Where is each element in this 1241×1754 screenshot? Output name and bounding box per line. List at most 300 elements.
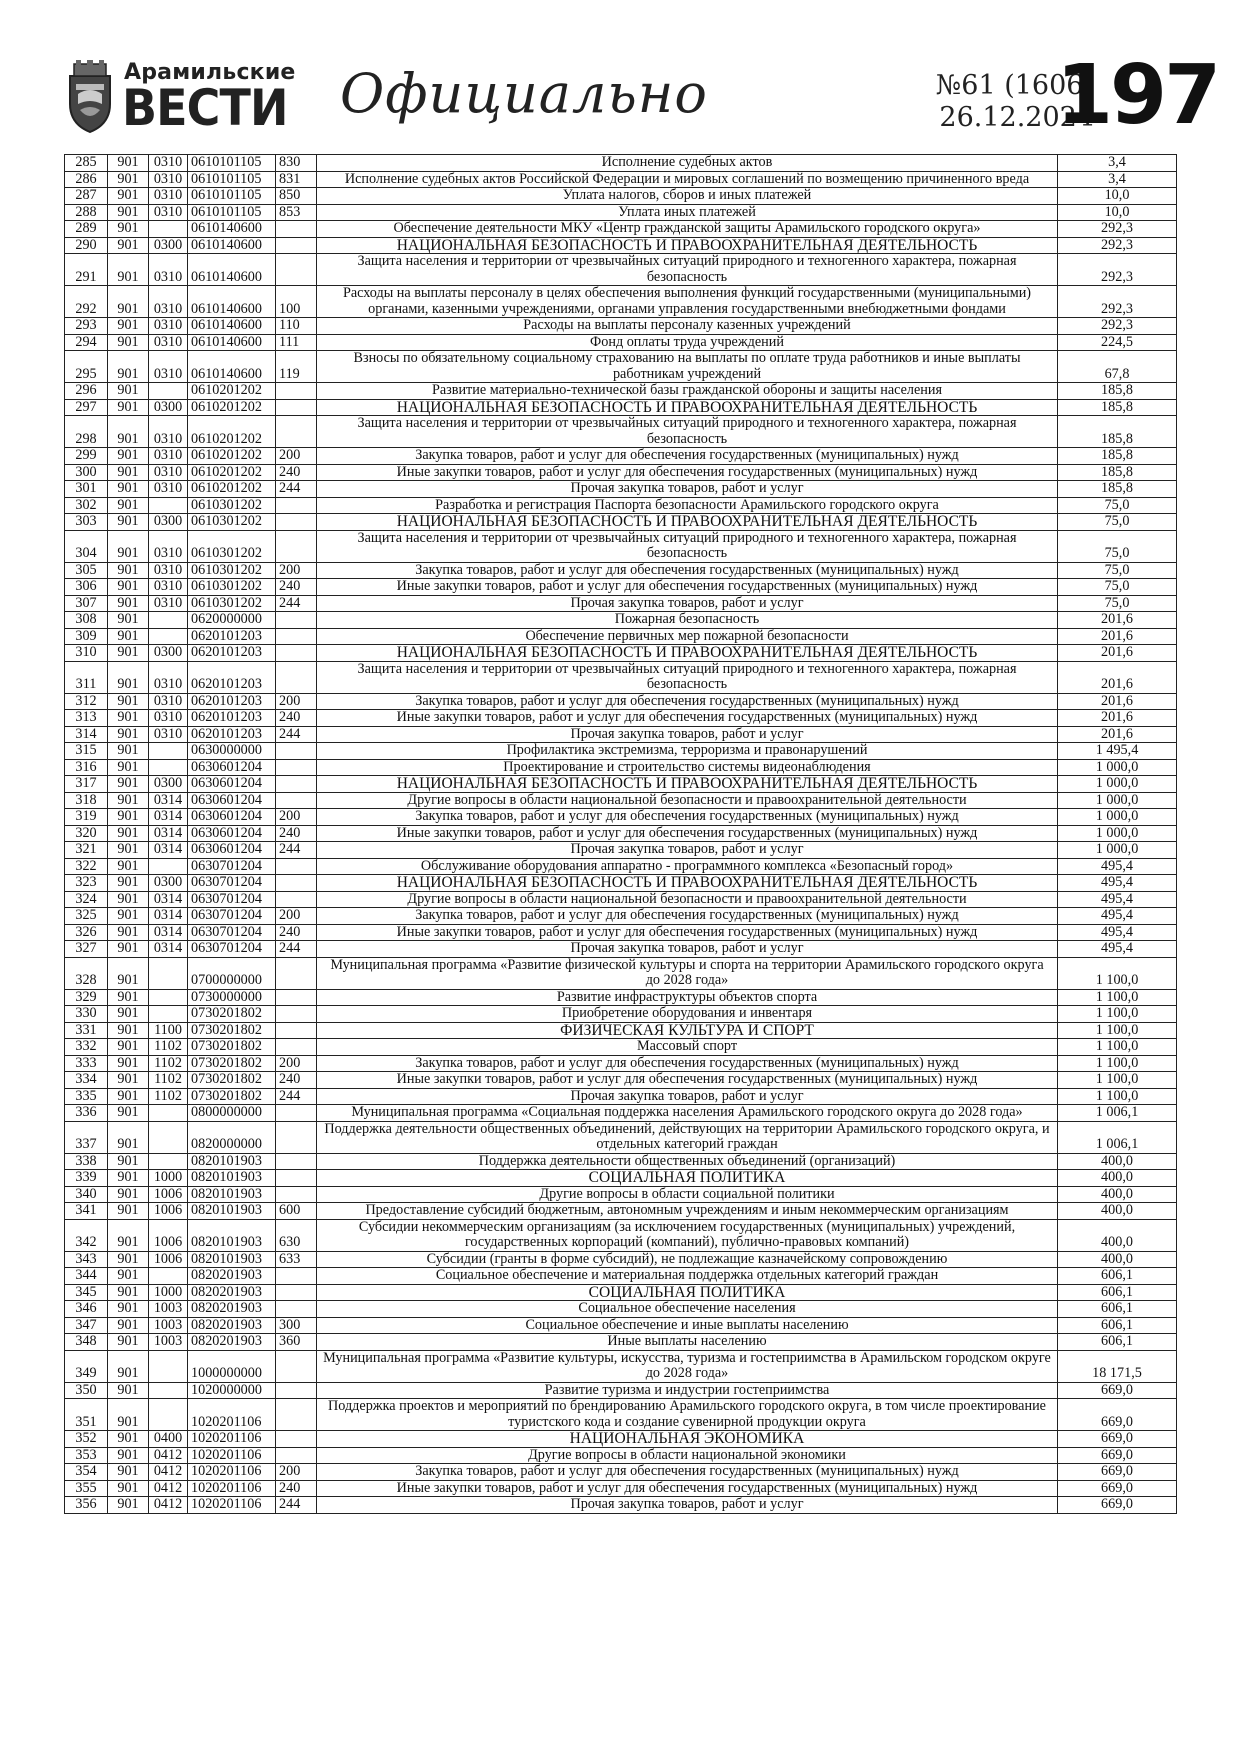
section-code: 0310: [149, 481, 188, 498]
expense-type: 200: [276, 693, 317, 710]
line-item-name: Другие вопросы в области социальной политики: [317, 1186, 1058, 1203]
table-row: [65, 1317, 1177, 1334]
ministry-code: 901: [108, 924, 149, 941]
amount: 1 006,1: [1058, 1105, 1177, 1122]
section-code: 0300: [149, 875, 188, 892]
row-number: 294: [65, 334, 108, 351]
section-code: 0310: [149, 464, 188, 481]
table-row: [65, 941, 1177, 958]
ministry-code: 901: [108, 842, 149, 859]
section-code: [149, 1121, 188, 1153]
section-code: [149, 497, 188, 514]
amount: 400,0: [1058, 1219, 1177, 1251]
amount: 669,0: [1058, 1447, 1177, 1464]
expense-type: 240: [276, 1480, 317, 1497]
section-code: 1006: [149, 1251, 188, 1268]
line-item-name: Разработка и регистрация Паспорта безопасности Арамильского городского округа: [317, 497, 1058, 514]
table-row: [65, 514, 1177, 531]
row-number: 299: [65, 448, 108, 465]
table-row: [65, 809, 1177, 826]
ministry-code: 901: [108, 595, 149, 612]
row-number: 329: [65, 989, 108, 1006]
table-row: [65, 891, 1177, 908]
expense-type: 600: [276, 1203, 317, 1220]
line-item-name: Закупка товаров, работ и услуг для обеспечения государственных (муниципальных) нужд: [317, 562, 1058, 579]
table-row: [65, 759, 1177, 776]
amount: 400,0: [1058, 1153, 1177, 1170]
issue-number: №61 (1606): [935, 70, 1094, 101]
line-item-name: Предоставление субсидий бюджетным, автономным учреждениям и иным некоммерческим организациям: [317, 1203, 1058, 1220]
target-code: 0820000000: [188, 1121, 276, 1153]
amount: 10,0: [1058, 204, 1177, 221]
section-code: [149, 1350, 188, 1382]
page-number: 197: [1056, 48, 1219, 143]
target-code: 0620101203: [188, 628, 276, 645]
amount: 292,3: [1058, 254, 1177, 286]
row-number: 292: [65, 286, 108, 318]
expense-type: 240: [276, 710, 317, 727]
row-number: 339: [65, 1170, 108, 1187]
expense-type: [276, 530, 317, 562]
table-row: [65, 792, 1177, 809]
expense-type: [276, 514, 317, 531]
row-number: 317: [65, 776, 108, 793]
amount: 495,4: [1058, 941, 1177, 958]
line-item-name: Фонд оплаты труда учреждений: [317, 334, 1058, 351]
expense-type: [276, 1350, 317, 1382]
line-item-name: Закупка товаров, работ и услуг для обеспечения государственных (муниципальных) нужд: [317, 908, 1058, 925]
amount: 400,0: [1058, 1186, 1177, 1203]
amount: 1 000,0: [1058, 825, 1177, 842]
section-code: 0310: [149, 448, 188, 465]
table-row: [65, 497, 1177, 514]
amount: 1 100,0: [1058, 1006, 1177, 1023]
section-code: 1003: [149, 1301, 188, 1318]
section-code: 0412: [149, 1497, 188, 1514]
table-row: [65, 1251, 1177, 1268]
amount: 606,1: [1058, 1268, 1177, 1285]
expense-type: [276, 792, 317, 809]
ministry-code: 901: [108, 1382, 149, 1399]
target-code: 0610140600: [188, 351, 276, 383]
table-row: [65, 661, 1177, 693]
amount: 1 100,0: [1058, 1022, 1177, 1039]
ministry-code: 901: [108, 1105, 149, 1122]
target-code: 0730201802: [188, 1039, 276, 1056]
amount: 606,1: [1058, 1284, 1177, 1301]
row-number: 285: [65, 155, 108, 172]
section-code: 1006: [149, 1186, 188, 1203]
ministry-code: 901: [108, 693, 149, 710]
section-code: 0300: [149, 645, 188, 662]
target-code: 0610140600: [188, 286, 276, 318]
expense-type: [276, 1006, 317, 1023]
expense-type: [276, 661, 317, 693]
table-row: [65, 530, 1177, 562]
table-row: [65, 825, 1177, 842]
row-number: 353: [65, 1447, 108, 1464]
table-row: [65, 481, 1177, 498]
expense-type: 830: [276, 155, 317, 172]
amount: 185,8: [1058, 448, 1177, 465]
row-number: 324: [65, 891, 108, 908]
line-item-name: Развитие туризма и индустрии гостеприимства: [317, 1382, 1058, 1399]
ministry-code: 901: [108, 497, 149, 514]
amount: 400,0: [1058, 1251, 1177, 1268]
amount: 669,0: [1058, 1464, 1177, 1481]
target-code: 0630000000: [188, 743, 276, 760]
table-row: [65, 908, 1177, 925]
line-item-name: Поддержка деятельности общественных объединений, действующих на территории Арамильского городского округа, и отдельных категорий граждан: [317, 1121, 1058, 1153]
expense-type: [276, 891, 317, 908]
ministry-code: 901: [108, 1153, 149, 1170]
row-number: 325: [65, 908, 108, 925]
row-number: 323: [65, 875, 108, 892]
section-code: 0314: [149, 809, 188, 826]
row-number: 316: [65, 759, 108, 776]
row-number: 327: [65, 941, 108, 958]
table-row: [65, 562, 1177, 579]
line-item-name: Профилактика экстремизма, терроризма и правонарушений: [317, 743, 1058, 760]
target-code: 1020201106: [188, 1431, 276, 1448]
section-code: 0412: [149, 1480, 188, 1497]
amount: 75,0: [1058, 562, 1177, 579]
row-number: 326: [65, 924, 108, 941]
amount: 75,0: [1058, 579, 1177, 596]
section-code: 1100: [149, 1022, 188, 1039]
section-code: 0310: [149, 204, 188, 221]
budget-table: [64, 154, 1177, 1514]
amount: 292,3: [1058, 237, 1177, 254]
row-number: 352: [65, 1431, 108, 1448]
target-code: 0700000000: [188, 957, 276, 989]
section-code: [149, 383, 188, 400]
expense-type: [276, 1301, 317, 1318]
line-item-name: Другие вопросы в области национальной безопасности и правоохранительной деятельности: [317, 891, 1058, 908]
row-number: 334: [65, 1072, 108, 1089]
amount: 1 000,0: [1058, 759, 1177, 776]
ministry-code: 901: [108, 1219, 149, 1251]
target-code: 0610201202: [188, 448, 276, 465]
row-number: 298: [65, 416, 108, 448]
target-code: 0630701204: [188, 924, 276, 941]
row-number: 355: [65, 1480, 108, 1497]
table-row: [65, 416, 1177, 448]
ministry-code: 901: [108, 858, 149, 875]
amount: 201,6: [1058, 661, 1177, 693]
table-row: [65, 254, 1177, 286]
expense-type: [276, 399, 317, 416]
target-code: 0820201903: [188, 1284, 276, 1301]
target-code: 0610201202: [188, 416, 276, 448]
target-code: 0620101203: [188, 661, 276, 693]
line-item-name: Прочая закупка товаров, работ и услуг: [317, 726, 1058, 743]
expense-type: 244: [276, 1088, 317, 1105]
expense-type: [276, 989, 317, 1006]
expense-type: 200: [276, 562, 317, 579]
expense-type: [276, 497, 317, 514]
line-item-name: Исполнение судебных актов Российской Федерации и мировых соглашений по возмещению причиненного вреда: [317, 171, 1058, 188]
amount: 67,8: [1058, 351, 1177, 383]
ministry-code: 901: [108, 1088, 149, 1105]
table-row: [65, 1203, 1177, 1220]
line-item-name: Социальное обеспечение и иные выплаты населению: [317, 1317, 1058, 1334]
ministry-code: 901: [108, 628, 149, 645]
ministry-code: 901: [108, 1301, 149, 1318]
row-number: 301: [65, 481, 108, 498]
section-code: [149, 1382, 188, 1399]
amount: 1 100,0: [1058, 1055, 1177, 1072]
section-code: 0310: [149, 579, 188, 596]
section-code: 0310: [149, 661, 188, 693]
target-code: 0620101203: [188, 710, 276, 727]
masthead: [64, 48, 1219, 148]
expense-type: 200: [276, 448, 317, 465]
amount: 185,8: [1058, 481, 1177, 498]
amount: 669,0: [1058, 1399, 1177, 1431]
amount: 400,0: [1058, 1170, 1177, 1187]
table-row: [65, 612, 1177, 629]
row-number: 338: [65, 1153, 108, 1170]
section-code: [149, 759, 188, 776]
row-number: 313: [65, 710, 108, 727]
expense-type: [276, 759, 317, 776]
newspaper-logo: [64, 56, 294, 136]
section-code: [149, 989, 188, 1006]
target-code: 0610201202: [188, 481, 276, 498]
table-row: [65, 1153, 1177, 1170]
amount: 292,3: [1058, 286, 1177, 318]
amount: 75,0: [1058, 530, 1177, 562]
section-code: 0412: [149, 1447, 188, 1464]
line-item-name: Закупка товаров, работ и услуг для обеспечения государственных (муниципальных) нужд: [317, 448, 1058, 465]
line-item-name: Закупка товаров, работ и услуг для обеспечения государственных (муниципальных) нужд: [317, 809, 1058, 826]
expense-type: [276, 858, 317, 875]
ministry-code: 901: [108, 825, 149, 842]
ministry-code: 901: [108, 1121, 149, 1153]
ministry-code: 901: [108, 155, 149, 172]
line-item-name: НАЦИОНАЛЬНАЯ БЕЗОПАСНОСТЬ И ПРАВООХРАНИТЕЛЬНАЯ ДЕЯТЕЛЬНОСТЬ: [317, 645, 1058, 662]
section-code: 0310: [149, 155, 188, 172]
amount: 495,4: [1058, 875, 1177, 892]
target-code: 0610201202: [188, 383, 276, 400]
expense-type: 831: [276, 171, 317, 188]
row-number: 302: [65, 497, 108, 514]
target-code: 0630701204: [188, 908, 276, 925]
table-row: [65, 710, 1177, 727]
line-item-name: Социальное обеспечение населения: [317, 1301, 1058, 1318]
ministry-code: 901: [108, 710, 149, 727]
table-row: [65, 1186, 1177, 1203]
section-code: 0310: [149, 726, 188, 743]
table-row: [65, 645, 1177, 662]
expense-type: [276, 1431, 317, 1448]
target-code: 1020201106: [188, 1480, 276, 1497]
ministry-code: 901: [108, 334, 149, 351]
table-row: [65, 1382, 1177, 1399]
ministry-code: 901: [108, 1464, 149, 1481]
target-code: 0820201903: [188, 1334, 276, 1351]
expense-type: 244: [276, 1497, 317, 1514]
row-number: 341: [65, 1203, 108, 1220]
table-row: [65, 1055, 1177, 1072]
row-number: 287: [65, 188, 108, 205]
amount: 669,0: [1058, 1480, 1177, 1497]
row-number: 303: [65, 514, 108, 531]
ministry-code: 901: [108, 1203, 149, 1220]
row-number: 343: [65, 1251, 108, 1268]
row-number: 335: [65, 1088, 108, 1105]
table-row: [65, 595, 1177, 612]
line-item-name: Иные закупки товаров, работ и услуг для обеспечения государственных (муниципальных) нужд: [317, 579, 1058, 596]
line-item-name: Закупка товаров, работ и услуг для обеспечения государственных (муниципальных) нужд: [317, 693, 1058, 710]
target-code: 0820201903: [188, 1268, 276, 1285]
table-row: [65, 1006, 1177, 1023]
expense-type: [276, 628, 317, 645]
target-code: 0630701204: [188, 891, 276, 908]
ministry-code: 901: [108, 1039, 149, 1056]
line-item-name: Прочая закупка товаров, работ и услуг: [317, 595, 1058, 612]
line-item-name: Муниципальная программа «Социальная поддержка населения Арамильского городского округа до 2028 года»: [317, 1105, 1058, 1122]
expense-type: [276, 1121, 317, 1153]
row-number: 342: [65, 1219, 108, 1251]
section-code: 0314: [149, 842, 188, 859]
target-code: 0730201802: [188, 1006, 276, 1023]
section-title: Официально: [340, 62, 708, 125]
expense-type: [276, 1105, 317, 1122]
target-code: 1020201106: [188, 1464, 276, 1481]
table-row: [65, 957, 1177, 989]
target-code: 0630601204: [188, 809, 276, 826]
section-code: 1000: [149, 1170, 188, 1187]
line-item-name: Субсидии некоммерческим организациям (за исключением государственных (муниципальных) учреждений, государственных корпораций (компаний), публично-правовых компаний): [317, 1219, 1058, 1251]
line-item-name: Муниципальная программа «Развитие физической культуры и спорта на территории Арамильского городского округа до 2028 года»: [317, 957, 1058, 989]
ministry-code: 901: [108, 645, 149, 662]
section-code: 1006: [149, 1203, 188, 1220]
section-code: 0310: [149, 416, 188, 448]
section-code: 0310: [149, 710, 188, 727]
section-code: 0314: [149, 891, 188, 908]
amount: 495,4: [1058, 924, 1177, 941]
section-code: 0300: [149, 399, 188, 416]
row-number: 295: [65, 351, 108, 383]
ministry-code: 901: [108, 759, 149, 776]
line-item-name: Другие вопросы в области национальной экономики: [317, 1447, 1058, 1464]
section-code: [149, 628, 188, 645]
section-code: 0412: [149, 1464, 188, 1481]
section-code: [149, 221, 188, 238]
table-row: [65, 171, 1177, 188]
target-code: 0610201202: [188, 399, 276, 416]
target-code: 0630701204: [188, 858, 276, 875]
target-code: 0610140600: [188, 221, 276, 238]
line-item-name: Поддержка проектов и мероприятий по брендированию Арамильского городского округа, в том числе проектирование туристского кода и создание сувенирной продукции округа: [317, 1399, 1058, 1431]
row-number: 330: [65, 1006, 108, 1023]
ministry-code: 901: [108, 908, 149, 925]
target-code: 0620000000: [188, 612, 276, 629]
row-number: 296: [65, 383, 108, 400]
amount: 1 495,4: [1058, 743, 1177, 760]
line-item-name: Другие вопросы в области национальной безопасности и правоохранительной деятельности: [317, 792, 1058, 809]
expense-type: [276, 237, 317, 254]
row-number: 319: [65, 809, 108, 826]
section-code: 0310: [149, 562, 188, 579]
expense-type: 240: [276, 1072, 317, 1089]
amount: 185,8: [1058, 416, 1177, 448]
table-row: [65, 1088, 1177, 1105]
row-number: 306: [65, 579, 108, 596]
amount: 495,4: [1058, 908, 1177, 925]
expense-type: 633: [276, 1251, 317, 1268]
expense-type: [276, 957, 317, 989]
expense-type: [276, 1186, 317, 1203]
row-number: 344: [65, 1268, 108, 1285]
table-row: [65, 1350, 1177, 1382]
expense-type: [276, 1170, 317, 1187]
ministry-code: 901: [108, 237, 149, 254]
ministry-code: 901: [108, 809, 149, 826]
ministry-code: 901: [108, 875, 149, 892]
row-number: 315: [65, 743, 108, 760]
target-code: 0820101903: [188, 1251, 276, 1268]
section-code: [149, 858, 188, 875]
table-row: [65, 1431, 1177, 1448]
table-row: [65, 989, 1177, 1006]
target-code: 0730201802: [188, 1022, 276, 1039]
target-code: 0630601204: [188, 759, 276, 776]
table-row: [65, 1039, 1177, 1056]
line-item-name: Обеспечение деятельности МКУ «Центр гражданской защиты Арамильского городского округа»: [317, 221, 1058, 238]
expense-type: 244: [276, 481, 317, 498]
target-code: 0820201903: [188, 1317, 276, 1334]
target-code: 1020201106: [188, 1447, 276, 1464]
table-row: [65, 286, 1177, 318]
amount: 201,6: [1058, 710, 1177, 727]
line-item-name: НАЦИОНАЛЬНАЯ БЕЗОПАСНОСТЬ И ПРАВООХРАНИТЕЛЬНАЯ ДЕЯТЕЛЬНОСТЬ: [317, 776, 1058, 793]
target-code: 1020201106: [188, 1399, 276, 1431]
line-item-name: Иные закупки товаров, работ и услуг для обеспечения государственных (муниципальных) нужд: [317, 924, 1058, 941]
row-number: 337: [65, 1121, 108, 1153]
ministry-code: 901: [108, 891, 149, 908]
table-row: [65, 1301, 1177, 1318]
ministry-code: 901: [108, 562, 149, 579]
table-row: [65, 1497, 1177, 1514]
row-number: 356: [65, 1497, 108, 1514]
section-code: 0310: [149, 530, 188, 562]
ministry-code: 901: [108, 416, 149, 448]
target-code: 0800000000: [188, 1105, 276, 1122]
section-code: 0310: [149, 334, 188, 351]
amount: 1 006,1: [1058, 1121, 1177, 1153]
ministry-code: 901: [108, 941, 149, 958]
section-code: 0300: [149, 237, 188, 254]
row-number: 350: [65, 1382, 108, 1399]
ministry-code: 901: [108, 989, 149, 1006]
ministry-code: 901: [108, 1251, 149, 1268]
section-code: 0314: [149, 908, 188, 925]
target-code: 0820101903: [188, 1219, 276, 1251]
amount: 606,1: [1058, 1301, 1177, 1318]
ministry-code: 901: [108, 1268, 149, 1285]
row-number: 288: [65, 204, 108, 221]
section-code: 0314: [149, 792, 188, 809]
target-code: 0610140600: [188, 334, 276, 351]
ministry-code: 901: [108, 318, 149, 335]
table-row: [65, 204, 1177, 221]
row-number: 308: [65, 612, 108, 629]
line-item-name: Социальное обеспечение и материальная поддержка отдельных категорий граждан: [317, 1268, 1058, 1285]
table-row: [65, 743, 1177, 760]
